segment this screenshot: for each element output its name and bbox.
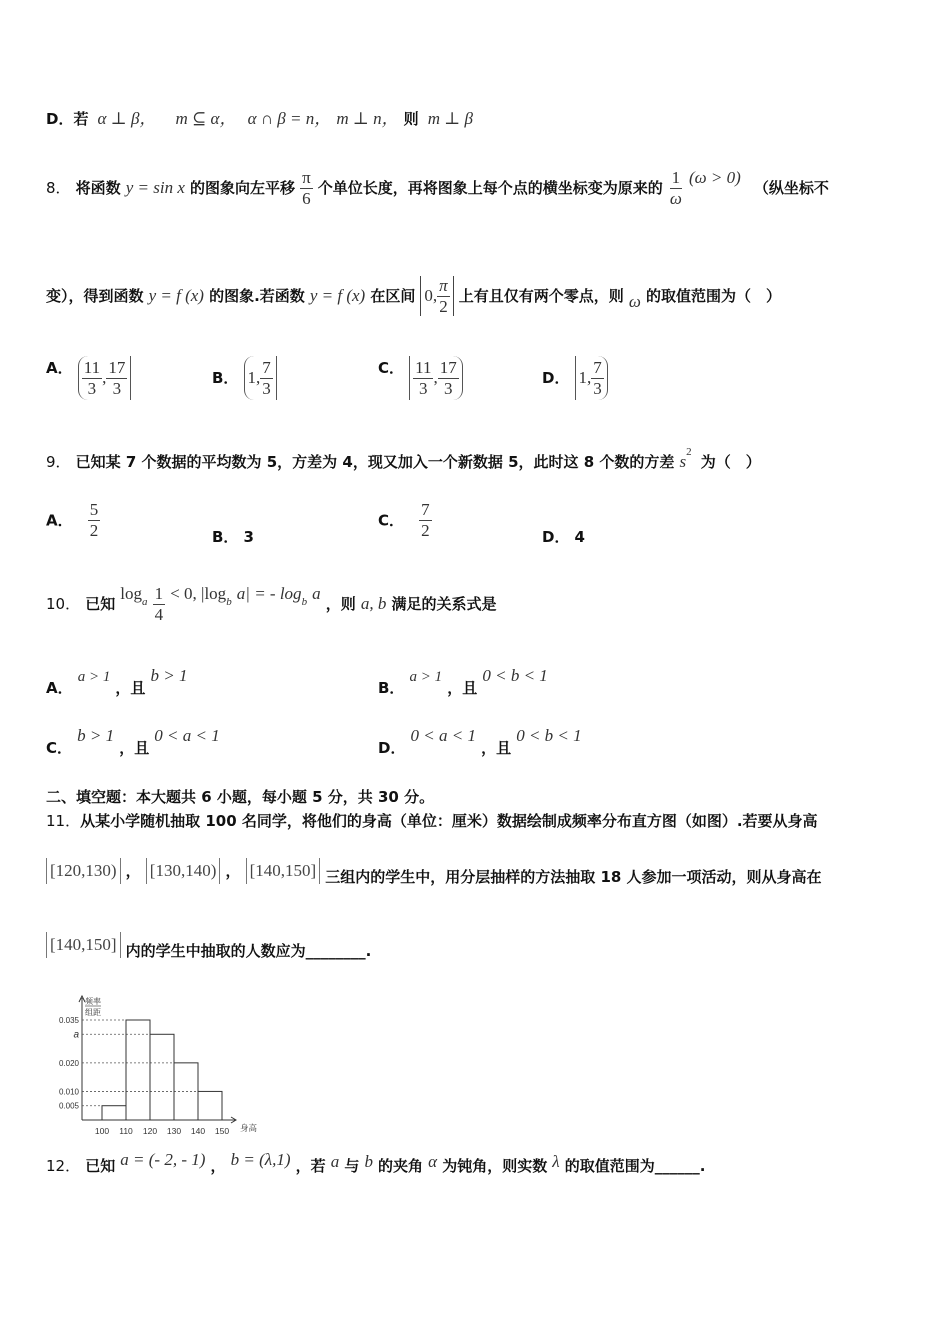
q12-stem [46, 1150, 705, 1176]
frac-num: 1 [671, 168, 681, 188]
q8-cond: (ω > 0) [689, 168, 741, 187]
frac-den: 3 [112, 378, 122, 398]
log: log [120, 584, 143, 603]
frac [413, 358, 433, 398]
option-label: D． [542, 528, 570, 546]
option-label: D．若 [46, 110, 89, 128]
q10-option-b [378, 666, 548, 698]
q9-option-c [378, 500, 432, 540]
q9-option-d [542, 526, 585, 547]
q7-option-d [46, 104, 473, 134]
q9-text: 为（ ） [700, 453, 761, 471]
q8-text: 在区间 [370, 287, 416, 305]
option-label: C． [46, 739, 73, 757]
cond-3: α ∩ β = n， [247, 109, 332, 128]
option-label: B． [212, 369, 239, 387]
q10-option-a [46, 666, 188, 698]
interval-left: 0, [424, 286, 438, 305]
superscript: 2 [686, 446, 692, 458]
cond-2: 0 < a < 1 [154, 726, 220, 745]
question-number: 9． [46, 453, 71, 471]
y-tick-label: 0.005 [58, 1101, 79, 1111]
q8-option-c [378, 356, 463, 400]
frac-num: 7 [262, 357, 271, 377]
option-label: A． [46, 511, 73, 530]
vars: a, b [360, 594, 387, 613]
vector-b: b = (λ,1) [230, 1150, 291, 1169]
q9-option-a [46, 500, 100, 540]
y-tick-label: 0.020 [58, 1058, 79, 1068]
q8-option-d [542, 356, 608, 400]
option-interval: $\frac{11}{3}$ , $\frac{17}{3}$ [78, 356, 132, 400]
q11-line2 [46, 858, 822, 887]
q8-func: y = f (x) [148, 286, 204, 305]
frac-den: 3 [419, 378, 428, 398]
q8-text: 的图象向左平移 [190, 179, 296, 197]
q12-text: 的夹角 [378, 1157, 424, 1175]
q8-text: 的取值范围为（ ） [646, 287, 782, 305]
variance-symbol: s [679, 452, 687, 471]
cond-2: m ⊆ α， [175, 109, 237, 128]
frac-den: 3 [593, 378, 602, 398]
q10-text: ，则 [325, 595, 356, 613]
q11-text: 从某小学随机抽取 100 名同学，将他们的身高（单位：厘米）数据绘制成频率分布直方图（如图）.若要从身高 [80, 812, 818, 830]
frac-den: 3 [87, 378, 97, 398]
frac-num: 1 [154, 584, 164, 604]
scale-fraction [668, 168, 684, 208]
x-axis-label: 身高 [240, 1123, 258, 1133]
conclusion: m ⊥ β [427, 109, 474, 128]
histogram-bar [126, 1020, 150, 1120]
cond-2: b > 1 [150, 666, 188, 685]
x-tick-label: 140 [190, 1126, 206, 1136]
frac-den: 2 [89, 520, 99, 540]
frac-den: 2 [439, 296, 448, 316]
frac [260, 358, 273, 398]
chart-labels [59, 996, 258, 1136]
q12-text: 为钝角，则实数 [442, 1157, 548, 1175]
and-text: ，且 [447, 679, 478, 697]
interval-left: 1, [247, 368, 261, 387]
log-expr: a [312, 584, 321, 603]
omega: ω [628, 292, 641, 311]
q8-option-a [46, 356, 131, 400]
frac-den: 3 [443, 378, 453, 398]
frac-num: 11 [83, 357, 101, 377]
frac-den: 3 [262, 378, 271, 398]
frac-den: 6 [302, 189, 311, 208]
q8-option-b [212, 356, 277, 400]
histogram-bar [198, 1091, 222, 1120]
frac [419, 500, 432, 540]
chart-bars [102, 1020, 222, 1120]
then-text: 则 [403, 110, 419, 128]
q10-text: 满足的关系式是 [391, 595, 497, 613]
section-title: 二、填空题：本大题共 6 小题，每小题 5 分，共 30 分。 [46, 788, 435, 806]
option-label: D． [378, 739, 406, 757]
question-number: 12． [46, 1157, 81, 1175]
frac-num: 17 [108, 357, 126, 377]
q8-line2 [46, 276, 781, 316]
frac [88, 500, 101, 540]
frac-num: 5 [89, 500, 99, 519]
x-tick-label: 130 [166, 1126, 182, 1136]
frac-num: π [439, 275, 448, 295]
y-axis-label-top: 频率 [85, 997, 101, 1006]
interval [420, 276, 453, 316]
q8-text: 个单位长度，再将图象上每个点的横坐标变为原来的 [317, 179, 663, 197]
y-tick-label: a [73, 1029, 79, 1041]
q11-text: 内的学生中抽取的人数应为________. [125, 942, 372, 960]
q9-stem [46, 446, 761, 472]
q12-text: ，若 [295, 1157, 326, 1175]
frac-den: ω [669, 189, 682, 208]
frac-num: 7 [593, 357, 602, 377]
frac-num: 11 [415, 357, 432, 377]
option-value: 4 [574, 528, 585, 546]
log-base: a [142, 596, 148, 608]
frac-den: 2 [421, 520, 430, 540]
option-interval [244, 356, 277, 400]
q11-line1 [46, 810, 818, 831]
var-a: a [330, 1152, 340, 1171]
frac-num: 17 [439, 357, 457, 377]
frac-num: 7 [421, 500, 430, 519]
y-tick-label: 0.010 [58, 1087, 79, 1097]
cond-1: α ⊥ β， [97, 109, 157, 128]
y-tick-label: 0.035 [58, 1016, 79, 1025]
frac [438, 358, 459, 398]
and-text: ，且 [481, 739, 512, 757]
cond-4: m ⊥ n， [336, 109, 399, 128]
interval-3: [140,150] [246, 858, 321, 884]
x-tick-label: 100 [94, 1126, 110, 1136]
interval-1: [120,130) [46, 858, 121, 884]
q9-text: 已知某 7 个数据的平均数为 5，方差为 4，现又加入一个新数据 5，此时这 8 个数的方差 [75, 453, 675, 471]
vector-a: a = (- 2, - 1) [120, 1150, 206, 1169]
q8-text: 上有且仅有两个零点，则 [458, 287, 624, 305]
cond-2: 0 < b < 1 [482, 666, 548, 685]
cond-1: 0 < a < 1 [410, 726, 476, 745]
q10-stem [46, 584, 496, 625]
lambda: λ [552, 1152, 560, 1171]
frac [153, 584, 166, 624]
option-label: B． [378, 679, 405, 697]
cond-1: a > 1 [409, 669, 443, 685]
option-interval [575, 356, 608, 400]
q12-text: 与 [344, 1157, 360, 1175]
q8-text: 将函数 [75, 179, 121, 197]
x-tick-label: 110 [119, 1126, 133, 1136]
chart-axes [79, 996, 236, 1123]
sep: ， [225, 862, 241, 880]
q8-text: 变），得到函数 [46, 287, 144, 305]
y-axis-label-bottom: 组距 [85, 1008, 101, 1017]
histogram-bar [150, 1034, 174, 1120]
q12-text: 已知 [85, 1157, 116, 1175]
q11-line3 [46, 932, 371, 961]
log-expr: < 0, |log [170, 584, 227, 603]
q8-func: y = sin x [125, 178, 185, 197]
cond-1: a > 1 [77, 669, 111, 685]
x-tick-label: 120 [142, 1126, 158, 1136]
q8-text: 的图象.若函数 [209, 287, 305, 305]
frac [82, 358, 102, 398]
q8-func: y = f (x) [309, 286, 366, 305]
shift-fraction [300, 168, 313, 208]
option-label: C． [378, 358, 405, 377]
question-number: 8． [46, 179, 71, 197]
log-expr: a| = - log [236, 584, 302, 603]
q10-option-c [46, 726, 220, 758]
option-interval: $\frac{11}{3}$ , $\frac{17}{3}$ [409, 356, 463, 400]
log-base: b [301, 596, 308, 608]
log-base: b [226, 596, 232, 608]
interval-4: [140,150] [46, 932, 121, 958]
option-value: 3 [243, 528, 254, 546]
question-number: 10． [46, 595, 81, 613]
and-text: ，且 [115, 679, 146, 697]
option-label: B． [212, 528, 239, 546]
sep: ， [125, 862, 141, 880]
question-number: 11． [46, 812, 81, 830]
cond-1: b > 1 [77, 726, 115, 745]
sep: ， [210, 1157, 226, 1175]
frac-num: π [302, 168, 311, 188]
histogram-bar [102, 1106, 126, 1120]
interval-fraction [437, 276, 450, 316]
frac [106, 358, 127, 398]
cond-2: 0 < b < 1 [516, 726, 582, 745]
frac [591, 358, 604, 398]
alpha: α [428, 1152, 438, 1171]
q8-line1 [46, 168, 829, 209]
q10-option-d [378, 726, 582, 758]
x-tick-label: 150 [214, 1126, 230, 1136]
q12-text: 的取值范围为______. [564, 1157, 706, 1175]
interval-2: [130,140) [146, 858, 221, 884]
q11-text: 三组内的学生中，用分层抽样的方法抽取 18 人参加一项活动，则从身高在 [325, 868, 822, 886]
q9-option-b [212, 526, 254, 547]
q10-text: 已知 [85, 595, 116, 613]
option-label: C． [378, 511, 405, 530]
option-label: A． [46, 679, 73, 697]
option-label: A． [46, 358, 73, 377]
option-label: D． [542, 369, 570, 387]
frac-den: 4 [154, 605, 164, 624]
var-b: b [364, 1152, 373, 1171]
histogram-chart [46, 990, 276, 1140]
q8-text: （纵坐标不 [753, 179, 829, 197]
and-text: ，且 [119, 739, 150, 757]
interval-left: 1, [578, 368, 592, 387]
